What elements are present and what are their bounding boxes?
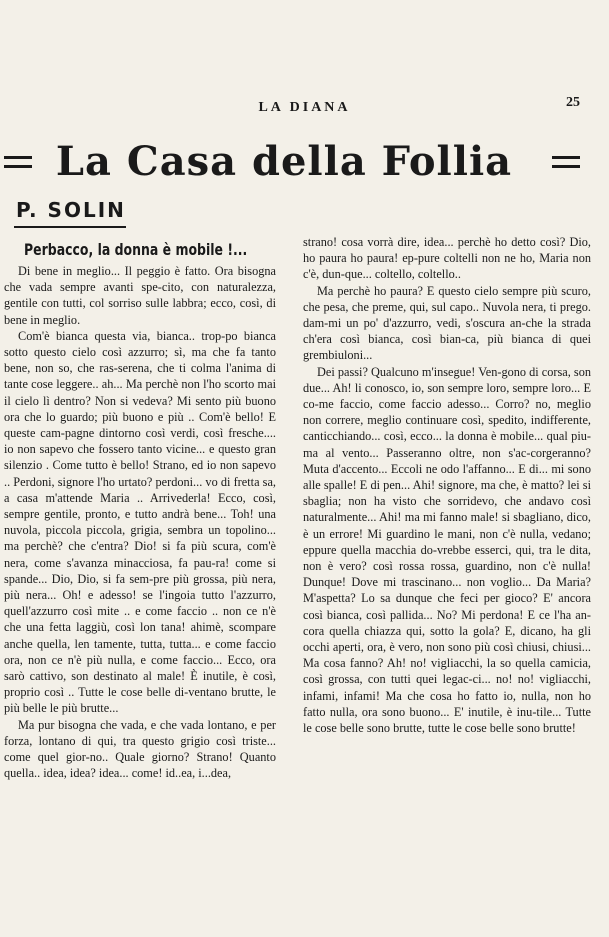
article-author: P. SOLIN [16, 198, 126, 222]
paragraph: strano! cosa vorrà dire, idea... perchè ho detto così? Dio, ho paura ho paura! ep-pure coltelli non ne ho, Maria non c'è, dun-que... coltello, coltello.. [303, 235, 591, 282]
paragraph: Di bene in meglio... Il peggio è fatto. Ora bisogna che vada sempre avanti spe-cito, con naturalezza, gentile con tutti, col sorriso sulle labbra; ecco, così, di bene in meglio. [4, 264, 276, 327]
paragraph: Dei passi? Qualcuno m'insegue! Ven-gono di corsa, son due... Ah! li conosco, io, son sempre loro, sempre loro... E co-me faccio, come faccio adesso... Corro? no, meglio non correre, meglio continuare così, spedito, indifferente, canticchiando... così, ecco... la donna è mobile... qual piu-ma al vento... Passeranno oltre, non s'ac-corgeranno? Muta d'accento... Eccoli ne odo l'affanno... E di... mi sono alle spalle! E di pen... Ahi! signore, ma che, è matto? lei si sbaglia; non ha visto che sorridevo, che andavo così naturalmente... Ahi! ma mi fanno male! si sbagliano, dico, è un errore! Mi guardino le mani, non c'è nulla, vedano; eppure quella macchia do-vrebbe esserci, qui, tra le dita, non è vero? così rossa rossa, guardino, non c'è nulla! Dunque! Dove mi trascinano... non voglio... Da Maria? M'aspetta? Lo sa dunque che feci per gioco? E' ancora così bianca, così pallida... No? Mi perdona! E ce l'ha an-cora quella chiazza qui, sotto la gola? E, dicano, ha gli occhi aperti, ora, è vero, non sono più così chiusi, chiusi... Ma cosa fanno? Ah! no! vigliacchi, la so quella camicia, così grossa, con tutti quei legac-ci... no! no! vigliacchi, infami, infami! Ma che cosa ho fatto io, nulla, non ho fatto nulla, ora sono buono... E' inutile, è inu-tile... Tutte le cose belle sono brutte, tutte le cose belle sono brutte! [303, 364, 591, 736]
title-rule-right-bottom [552, 165, 580, 168]
title-row [0, 134, 609, 190]
author-underline [14, 226, 126, 228]
right-column [303, 234, 591, 736]
running-title: LA DIANA [258, 100, 351, 115]
article-title: La Casa della Follia [55, 138, 513, 185]
paragraph: Ma perchè ho paura? E questo cielo sempre più scuro, che pesa, che preme, qui, sul capo.. Nuvola nera, ti prego. dam-mi un po' d'azzurro, vedi, s'oscura an-che la strada ch'era così bianca, così bian-ca, più bianca di quei grembiuloni... [303, 283, 591, 363]
paragraph: Ma pur bisogna che vada, e che vada lontano, e per forza, lontano di qui, tra questo grigio così triste... come quel gior-no.. Quale giorno? Strano! Quanto quella.. idea, idea? idea... come! id..ea, i...dea, [4, 717, 276, 781]
paragraph: Com'è bianca questa via, bianca.. trop-po bianca sotto questo cielo così azzurro; sì, ma che fa tanto bene, non so, che ras-serena, che ti colma l'anima di tante cose leggere.. ah... Ma perchè non l'ho scorto mai il cielo lì dentro? Non si vedeva? Mi sento più buono ora che lo guardo; più buono e più .. Com'è bello! E queste cam-pagne dintorno così verdi, così fresche.... io non sapevo che fossero tanto vicine... e questo gran silenzio . Come tutto è bello! Strano, ed io non sapevo .. Perdoni, signore l'ho urtato? perdoni... vo di fretta sa, a casa m'attende Maria .. Arrivederla! Ecco, così, sempre gentile, pronto, e tutto andrà bene... Toh! una nuvola, piccola piccola, grigia, sembra un topolino... ma perchè? che c'entra? Dio! si fa più scura, com'è nera, come s'avanza minacciosa, fa pau-ra! come si spande... Dio, Dio, si fa sem-pre più grossa, più nera, più nera... Oh! e adesso! se l'ingoia tutto l'azzurro, quell'azzurro così mite .. e come faccio .. non ce n'è che una fetta laggiù, così lon tana! ahimè, scompare anche quella, len tamente, tutta, tutta... e come faccio ora, non ce n'è più nulla, e come faccio... Ecco, ora sarò cattivo, son destinato al male! È inutile, è così, proprio così .. Tutte le cose belle di-ventano brutte, le più belle le più brutte... [4, 328, 276, 716]
title-rule-left-top [4, 156, 32, 159]
page-number: 25 [566, 95, 580, 110]
section-heading: Perbacco, la donna è mobile !... [24, 240, 248, 259]
left-column [4, 263, 276, 782]
title-rule-right-top [552, 156, 580, 159]
title-rule-left-bottom [4, 165, 32, 168]
